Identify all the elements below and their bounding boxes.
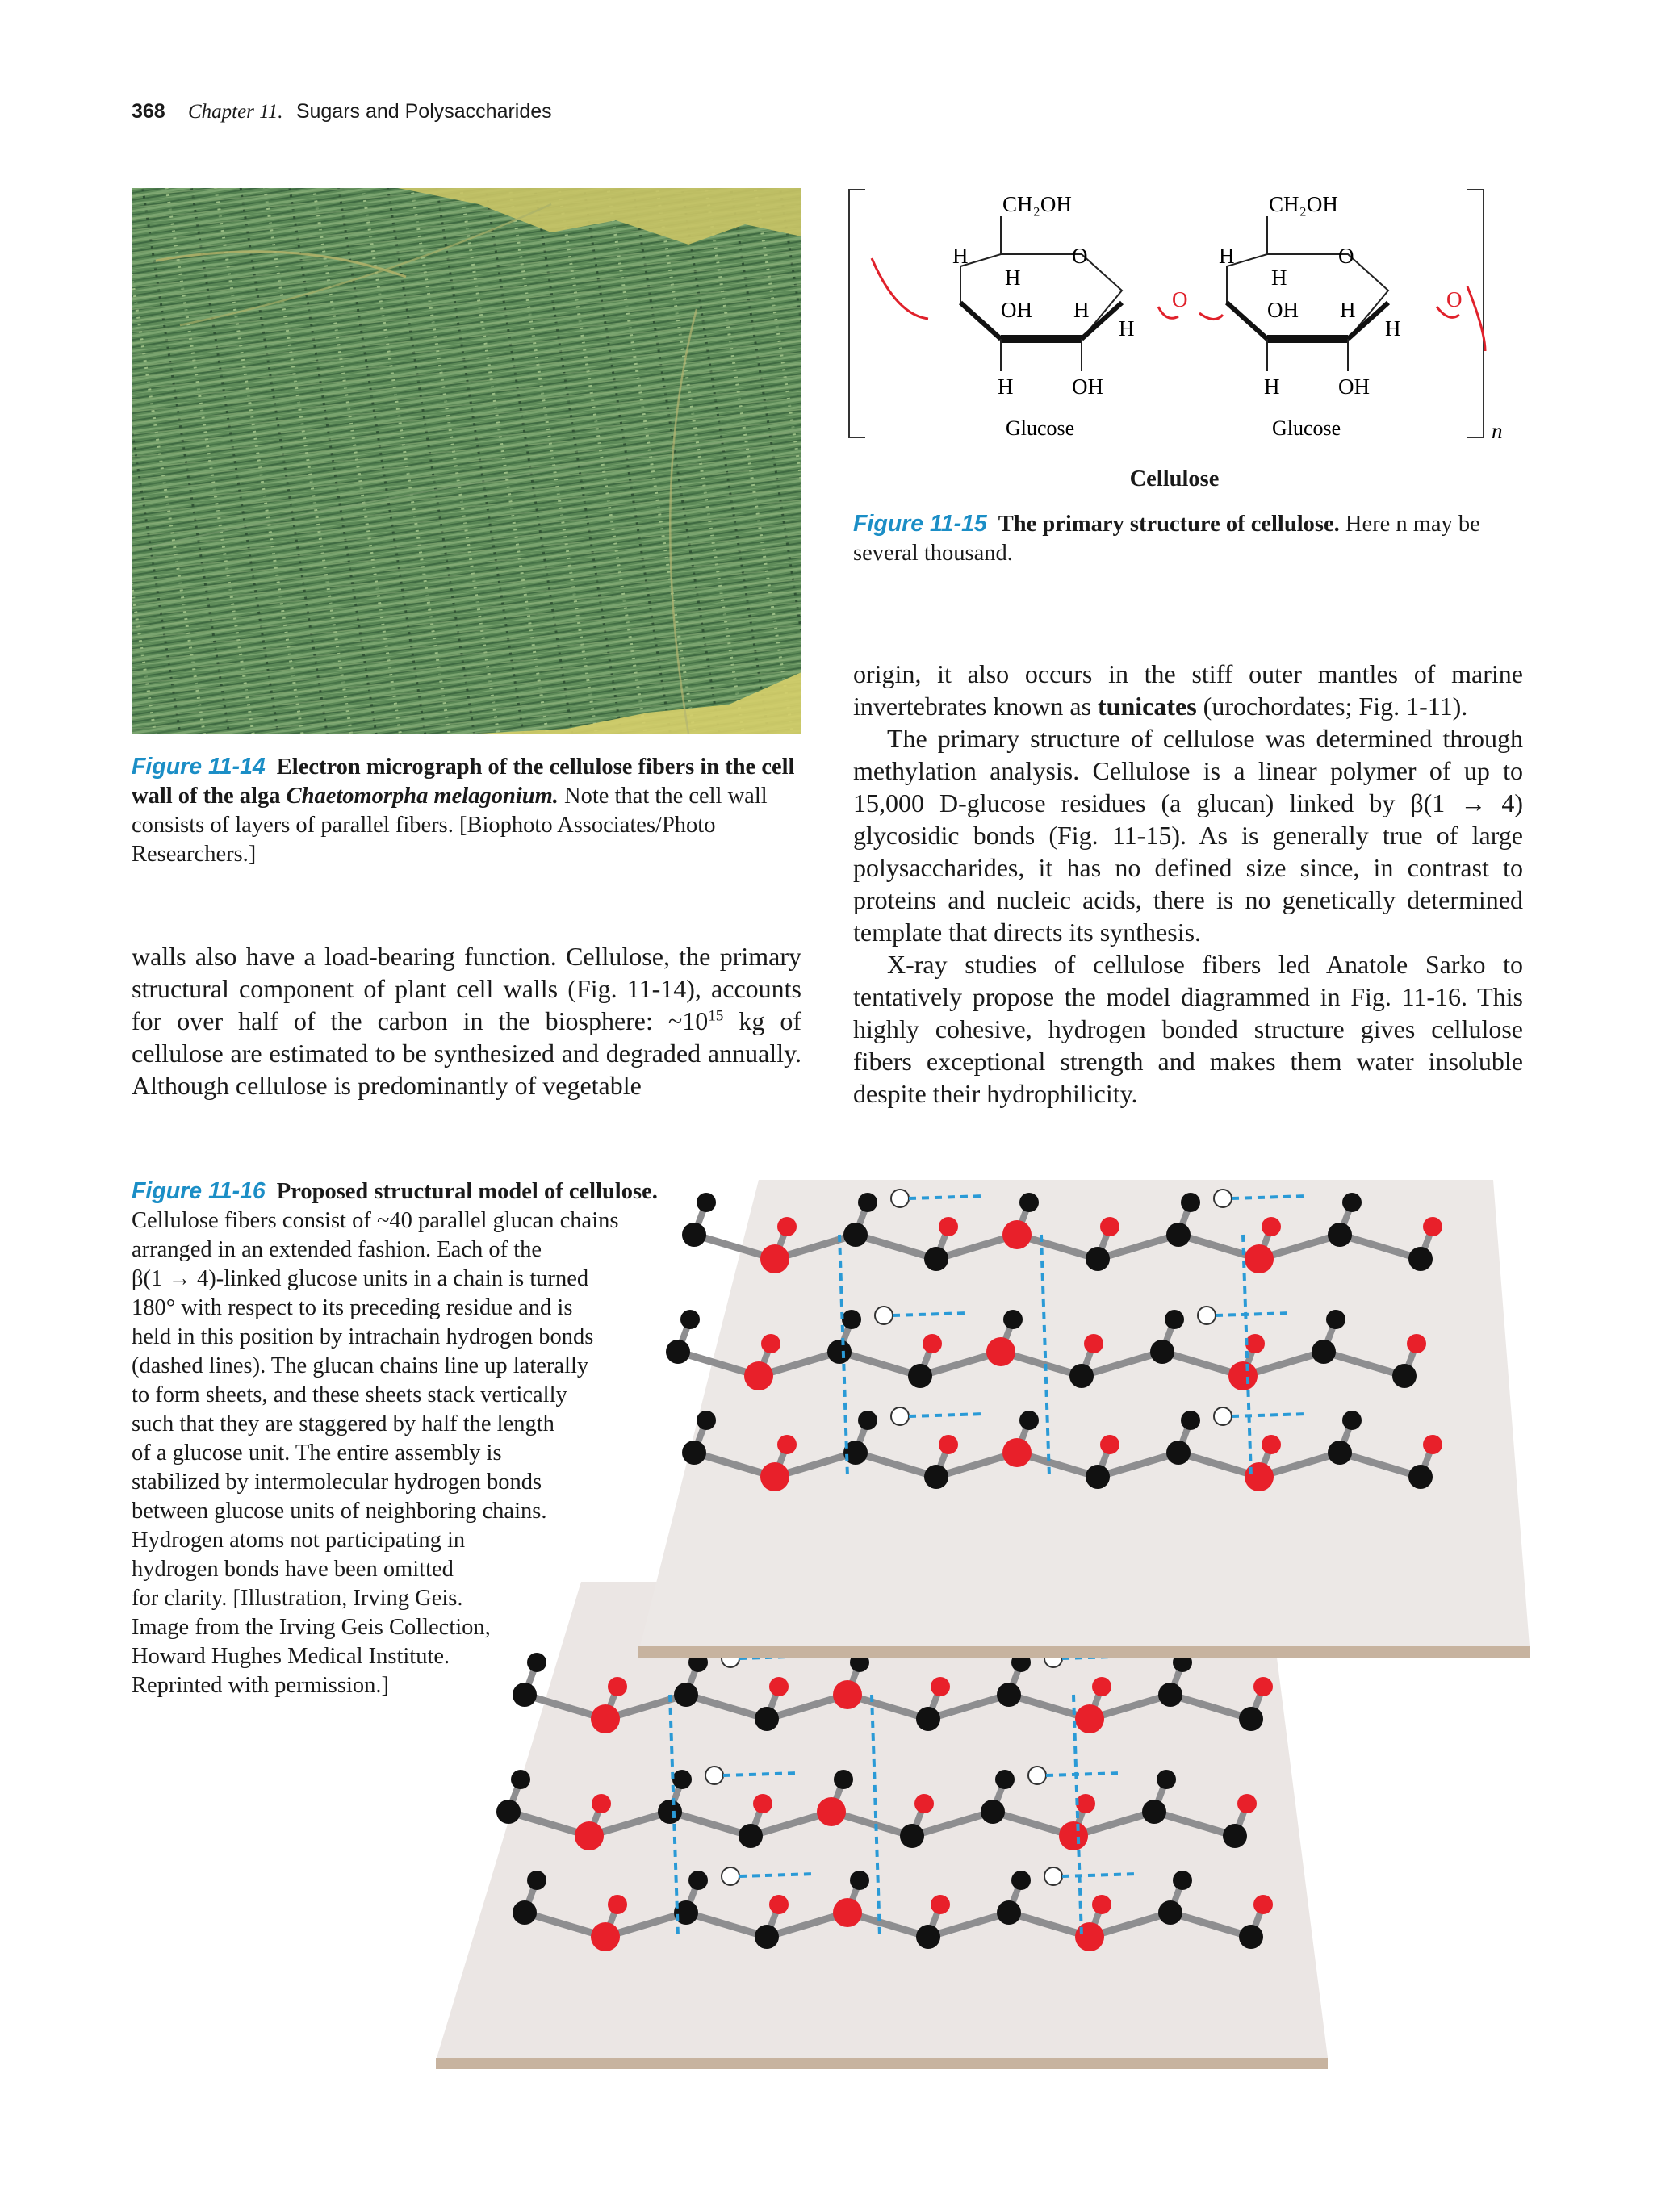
oxygen-atom	[1423, 1217, 1442, 1236]
paragraph	[853, 658, 1523, 722]
carbon-atom	[900, 1824, 924, 1848]
hydrogen-atom	[1198, 1307, 1216, 1324]
oxygen-atom	[1262, 1435, 1281, 1454]
oxygen-atom	[1092, 1677, 1111, 1696]
carbon-atom	[858, 1193, 877, 1212]
cellulose-primary-structure-diagram	[839, 178, 1525, 468]
paragraph	[853, 948, 1523, 1110]
oxygen-atom	[1253, 1895, 1273, 1914]
oxygen-atom	[914, 1794, 934, 1813]
oxygen-atom	[1228, 1361, 1258, 1390]
carbon-atom	[1019, 1193, 1039, 1212]
oxygen-atom	[608, 1895, 627, 1914]
oxygen-atom	[1253, 1677, 1273, 1696]
carbon-atom	[1408, 1465, 1433, 1489]
carbon-atom	[1239, 1925, 1263, 1949]
oxygen-atom	[1075, 1922, 1104, 1951]
glucose-label: Glucose	[1272, 416, 1341, 440]
carbon-atom	[1003, 1310, 1023, 1329]
oxygen-atom	[591, 1922, 620, 1951]
carbon-atom	[755, 1925, 779, 1949]
carbon-atom	[997, 1900, 1021, 1925]
oxygen-atom	[777, 1435, 797, 1454]
carbon-atom	[1150, 1340, 1174, 1364]
upper-sheet	[638, 1180, 1530, 1658]
oxygen-atom	[1084, 1334, 1103, 1353]
caption-line: such that they are staggered by half the length	[132, 1411, 554, 1436]
carbon-atom	[1165, 1310, 1184, 1329]
page-number: 368	[132, 100, 165, 123]
carbon-atom	[513, 1683, 537, 1707]
caption-line: Cellulose fibers consist of ~40 parallel glucan chains	[132, 1208, 619, 1233]
oxygen-atom	[575, 1821, 604, 1850]
hydrogen-atom	[1028, 1767, 1046, 1784]
carbon-atom	[908, 1364, 932, 1388]
oxygen-atom	[931, 1677, 950, 1696]
carbon-atom	[1223, 1824, 1247, 1848]
oxygen-atom	[753, 1794, 772, 1813]
h-atom: H	[1264, 374, 1280, 399]
caption-line: for clarity. [Illustration, Irving Geis.	[132, 1586, 463, 1611]
species-name: Chaetomorpha melagonium.	[286, 784, 559, 809]
caption-line: Howard Hughes Medical Institute.	[132, 1644, 450, 1669]
oxygen-atom	[777, 1217, 797, 1236]
carbon-atom	[755, 1707, 779, 1731]
paragraph-text: -glucose residues (a glucan) linked by β(1 → 4) glycosidic bonds (Fig. 11-15). As is generally true of large polysaccharides, it has no defined size since, in contrast to proteins and nucleic acids, there is no genetically determined template that directs its synthesis.	[853, 788, 1524, 947]
ch2oh-label: CH₂OH	[1002, 192, 1072, 216]
carbon-atom	[682, 1223, 706, 1247]
figure-label: Figure 11-16	[132, 1178, 266, 1204]
ch2oh-label: CH₂OH	[1269, 192, 1338, 216]
carbon-atom	[1166, 1223, 1191, 1247]
glucose-ring-1	[952, 192, 1135, 440]
hydrogen-atom	[891, 1407, 909, 1425]
carbon-atom	[739, 1824, 763, 1848]
h-atom: H	[1073, 298, 1090, 322]
oxygen-atom	[1237, 1794, 1257, 1813]
d-config: D	[939, 788, 959, 817]
oxygen-atom	[744, 1361, 773, 1390]
carbon-atom	[1312, 1340, 1336, 1364]
oxygen-atom	[592, 1794, 611, 1813]
carbon-atom	[1086, 1465, 1110, 1489]
paragraph-text: walls also have a load-bearing function. Cellulose, the primary structural component of plant cell walls (Fig. 11-14), accounts for over half of the carbon in the biosphere: ~10	[132, 942, 801, 1035]
carbon-atom	[1166, 1441, 1191, 1465]
carbon-atom	[843, 1223, 868, 1247]
h-atom: H	[1271, 266, 1287, 290]
carbon-atom	[1181, 1411, 1200, 1430]
oxygen-atom	[608, 1677, 627, 1696]
carbon-atom	[688, 1871, 708, 1890]
carbon-atom	[1173, 1871, 1192, 1890]
bold-term: tunicates	[1098, 692, 1197, 721]
paragraph-text: The primary structure of cellulose was determined through methylation analysis. Cellulose is a linear polymer of up to 15,000	[853, 724, 1523, 817]
oxygen-atom	[1245, 1462, 1274, 1491]
left-bracket	[849, 190, 865, 437]
oxygen-atom	[939, 1217, 958, 1236]
oxygen-atom	[833, 1898, 862, 1927]
carbon-atom	[511, 1770, 530, 1789]
carbon-atom	[527, 1871, 546, 1890]
figure-label: Figure 11-15	[853, 511, 987, 537]
oxygen-atom	[760, 1462, 789, 1491]
carbon-atom	[1326, 1310, 1345, 1329]
oxygen-atom	[817, 1797, 846, 1826]
oxygen-atom	[1423, 1435, 1442, 1454]
oxygen-atom	[761, 1334, 780, 1353]
oh-group: OH	[1338, 374, 1370, 399]
right-bracket	[1467, 190, 1484, 437]
oh-group: OH	[1072, 374, 1103, 399]
carbon-atom	[1011, 1871, 1031, 1890]
left-column-text	[132, 940, 801, 1102]
carbon-atom	[858, 1411, 877, 1430]
caption-line: (dashed lines). The glucan chains line up laterally	[132, 1353, 589, 1378]
caption-text: Note that the cell wall consists of layers of parallel fibers. [Biophoto Associates/Photo Researchers.]	[132, 784, 768, 867]
carbon-atom	[527, 1653, 546, 1672]
caption-line: Reprinted with permission.]	[132, 1673, 389, 1698]
chapter-title: Sugars and Polysaccharides	[295, 100, 552, 123]
oxygen-atom	[986, 1337, 1015, 1366]
carbon-atom	[513, 1900, 537, 1925]
carbon-atom	[697, 1193, 716, 1212]
carbon-atom	[496, 1800, 521, 1824]
cellulose-sheet-model	[436, 1162, 1590, 2074]
oxygen-atom	[1075, 1704, 1104, 1733]
carbon-atom	[916, 1925, 940, 1949]
oxygen-atom	[760, 1244, 789, 1273]
oxygen-atom	[769, 1677, 789, 1696]
oxygen-atom	[1100, 1435, 1119, 1454]
fig-11-14-micrograph	[132, 188, 801, 734]
carbon-atom	[916, 1707, 940, 1731]
oxygen-atom	[939, 1435, 958, 1454]
oxygen-atom	[769, 1895, 789, 1914]
fig-11-16-illustration	[436, 1162, 1590, 2074]
carbon-atom	[1157, 1770, 1176, 1789]
ring-oxygen: O	[1072, 244, 1088, 268]
paragraph-text: origin, it also occurs in the stiff outer mantles of marine invertebrates known as	[853, 659, 1523, 721]
carbon-atom	[1069, 1364, 1094, 1388]
oxygen-atom	[1076, 1794, 1095, 1813]
h-atom: H	[952, 244, 969, 268]
oxygen-atom	[1059, 1821, 1088, 1850]
carbon-atom	[697, 1411, 716, 1430]
hydrogen-atom	[705, 1767, 723, 1784]
paragraph-text: X-ray studies of cellulose fibers led Anatole Sarko to tentatively propose the model diagrammed in Fig. 11-16. This highly cohesive, hydrogen bonded structure gives cellulose fibers exceptional strength and makes them water insoluble despite their hydrophilicity.	[853, 950, 1523, 1108]
caption-text: Here n may be several thousand.	[853, 512, 1480, 566]
caption-line: of a glucose unit. The entire assembly is	[132, 1441, 502, 1466]
carbon-atom	[1392, 1364, 1417, 1388]
glycosidic-oxygen: O	[1172, 287, 1188, 312]
caption-line: β(1 → 4)-linked glucose units in a chain is turned	[132, 1266, 589, 1291]
carbon-atom	[1239, 1707, 1263, 1731]
oxygen-atom	[1100, 1217, 1119, 1236]
carbon-atom	[666, 1340, 690, 1364]
oh-group: OH	[1267, 298, 1299, 322]
h-atom: H	[1340, 298, 1356, 322]
oxygen-atom	[923, 1334, 942, 1353]
caption-line: between glucose units of neighboring chains.	[132, 1499, 547, 1524]
caption-line: held in this position by intrachain hydrogen bonds	[132, 1324, 594, 1349]
carbon-atom	[672, 1770, 692, 1789]
paragraph-text: kg of cellulose are estimated to be synthesized and degraded annually. Although cellulose is predominantly of vegetable	[132, 1006, 801, 1100]
carbon-atom	[1158, 1683, 1182, 1707]
glycosidic-oxygen: O	[1446, 287, 1463, 312]
carbon-atom	[1342, 1193, 1362, 1212]
paragraph	[132, 940, 801, 1102]
oxygen-atom	[1002, 1438, 1032, 1467]
cellulose-name: Cellulose	[1129, 466, 1220, 491]
carbon-atom	[1408, 1247, 1433, 1271]
carbon-atom	[1158, 1900, 1182, 1925]
h-atom: H	[1005, 266, 1021, 290]
carbon-atom	[1019, 1411, 1039, 1430]
fig-11-14-caption	[132, 752, 801, 869]
carbon-atom	[658, 1800, 682, 1824]
carbon-atom	[1328, 1441, 1352, 1465]
hydrogen-atom	[1044, 1867, 1062, 1885]
carbon-atom	[842, 1310, 861, 1329]
chapter-number: Chapter 11.	[187, 101, 283, 123]
carbon-atom	[1342, 1411, 1362, 1430]
oxygen-atom	[1262, 1217, 1281, 1236]
carbon-atom	[827, 1340, 852, 1364]
hydrogen-atom	[891, 1190, 909, 1207]
carbon-atom	[674, 1683, 698, 1707]
oxygen-atom	[1092, 1895, 1111, 1914]
carbon-atom	[981, 1800, 1005, 1824]
fig-11-15-structure	[839, 178, 1525, 468]
ring-oxygen: O	[1338, 244, 1354, 268]
oxygen-atom	[931, 1895, 950, 1914]
hydrogen-atom	[875, 1307, 893, 1324]
caption-line: hydrogen bonds have been omitted	[132, 1557, 454, 1582]
caption-line: arranged in an extended fashion. Each of the	[132, 1237, 542, 1262]
fig-11-15-caption	[853, 509, 1523, 568]
paragraph	[853, 722, 1523, 948]
caption-title: Proposed structural model of cellulose.	[276, 1179, 658, 1204]
carbon-atom	[680, 1310, 700, 1329]
oxygen-atom	[1245, 1244, 1274, 1273]
repeat-n: n	[1492, 419, 1503, 443]
h-atom: H	[998, 374, 1014, 399]
caption-line: stabilized by intermolecular hydrogen bonds	[132, 1470, 542, 1495]
hydrogen-atom	[1214, 1190, 1232, 1207]
glucose-label: Glucose	[1006, 416, 1075, 440]
paragraph-text: (urochordates; Fig. 1-11).	[1203, 692, 1468, 721]
h-atom: H	[1119, 316, 1135, 341]
caption-line: 180° with respect to its preceding residue and is	[132, 1295, 573, 1320]
carbon-atom	[1142, 1800, 1166, 1824]
oxygen-atom	[1002, 1220, 1032, 1249]
carbon-atom	[1086, 1247, 1110, 1271]
superscript: 15	[708, 1007, 724, 1025]
h-atom: H	[1385, 316, 1401, 341]
cellulose-fiber-micrograph-image	[132, 188, 801, 734]
hydrogen-atom	[722, 1867, 739, 1885]
caption-line: to form sheets, and these sheets stack vertically	[132, 1382, 567, 1407]
carbon-atom	[682, 1441, 706, 1465]
carbon-atom	[924, 1465, 948, 1489]
oxygen-atom	[591, 1704, 620, 1733]
caption-title: The primary structure of cellulose.	[998, 512, 1340, 537]
oxygen-atom	[1407, 1334, 1426, 1353]
caption-line: Image from the Irving Geis Collection,	[132, 1615, 491, 1640]
right-column-text	[853, 658, 1523, 1110]
running-header	[132, 100, 552, 123]
hydrogen-atom	[1214, 1407, 1232, 1425]
oxygen-atom	[833, 1680, 862, 1709]
carbon-atom	[997, 1683, 1021, 1707]
glucose-ring-2	[1219, 192, 1401, 440]
h-atom: H	[1219, 244, 1235, 268]
figure-label: Figure 11-14	[132, 754, 266, 780]
carbon-atom	[834, 1770, 853, 1789]
carbon-atom	[924, 1247, 948, 1271]
carbon-atom	[1181, 1193, 1200, 1212]
carbon-atom	[850, 1871, 869, 1890]
caption-title: Electron micrograph of the cellulose fibers in the cell wall of the alga	[132, 755, 795, 809]
caption-line: Hydrogen atoms not participating in	[132, 1528, 466, 1553]
carbon-atom	[995, 1770, 1015, 1789]
carbon-atom	[1328, 1223, 1352, 1247]
oxygen-atom	[1245, 1334, 1265, 1353]
oh-group: OH	[1001, 298, 1032, 322]
